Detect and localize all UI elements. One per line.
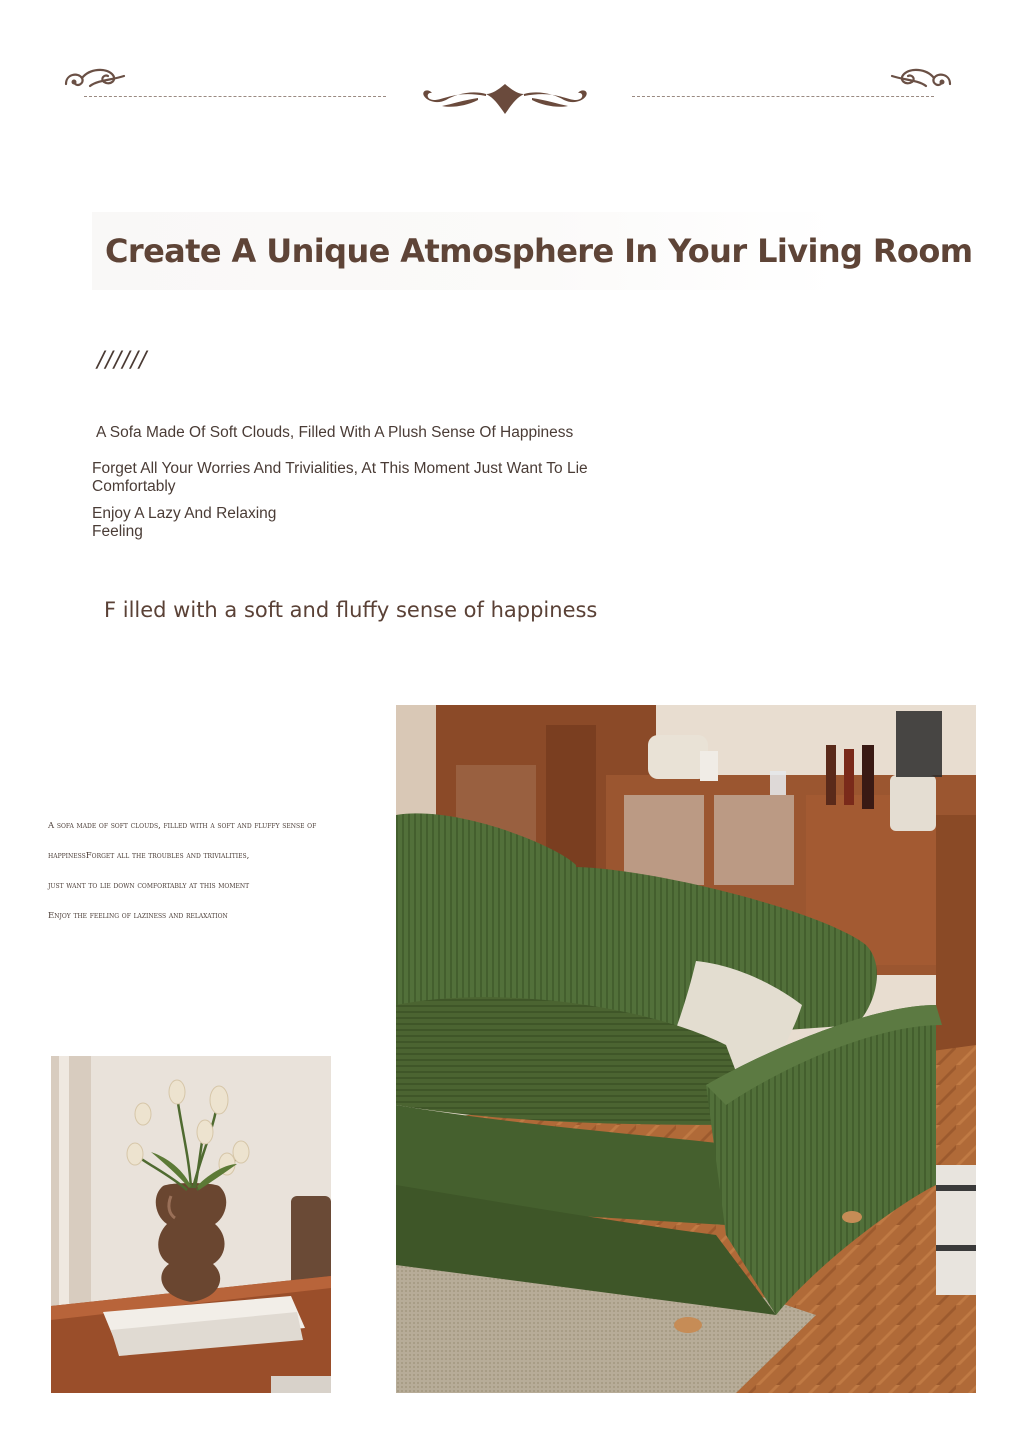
intro-line-3: Enjoy A Lazy And Relaxing Feeling bbox=[92, 505, 277, 540]
vase-illustration bbox=[51, 1056, 331, 1393]
sofa-photo bbox=[396, 705, 976, 1393]
tagline: F illed with a soft and fluffy sense of happiness bbox=[104, 598, 598, 622]
intro-line-1: A Sofa Made Of Soft Clouds, Filled With A Plush Sense Of Happiness bbox=[96, 424, 574, 441]
sofa-illustration bbox=[396, 705, 976, 1393]
small-text-2: happinessForget all the troubles and trivialities, bbox=[48, 851, 250, 861]
small-text-3: just want to lie down comfortably at this moment bbox=[48, 881, 250, 891]
small-text-4: Enjoy the feeling of laziness and relaxation bbox=[48, 911, 228, 921]
intro-line-2: Forget All Your Worries And Trivialities, At This Moment Just Want To Lie Comfortably bbox=[92, 460, 588, 495]
small-text-1: A sofa made of soft clouds, filled with a soft and fluffy sense of bbox=[48, 821, 317, 831]
flourish-right-icon bbox=[888, 64, 954, 96]
divider-left bbox=[84, 96, 386, 97]
page-title: Create A Unique Atmosphere In Your Living Room bbox=[105, 232, 973, 270]
divider-right bbox=[632, 96, 934, 97]
title-banner bbox=[92, 212, 973, 290]
vase-photo bbox=[51, 1056, 331, 1393]
flourish-left-icon bbox=[62, 64, 128, 96]
slash-decoration: ////// bbox=[97, 348, 148, 373]
flourish-center-icon bbox=[416, 80, 594, 120]
